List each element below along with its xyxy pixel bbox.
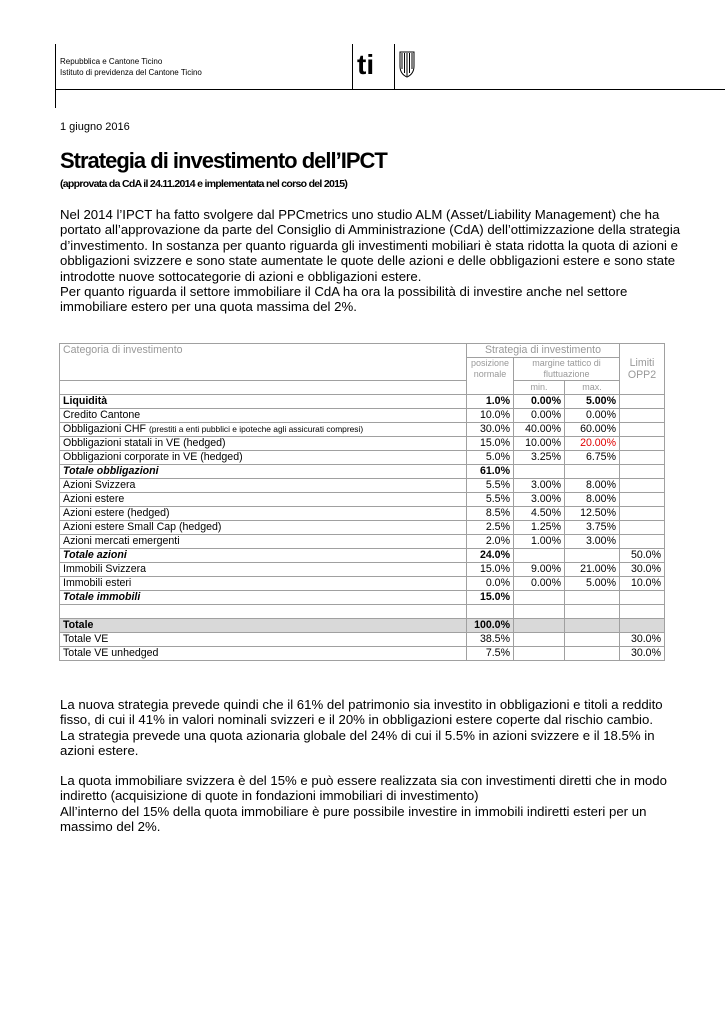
document-subtitle: (approvata da CdA il 24.11.2014 e implementata nel corso del 2015) — [60, 178, 348, 190]
row-pos: 2.5% — [467, 521, 514, 535]
row-max: 8.00% — [565, 493, 620, 507]
header-limits: Limiti OPP2 — [620, 344, 665, 395]
row-min: 10.00% — [514, 437, 565, 451]
row-lim: 50.0% — [620, 549, 665, 563]
row-min: 4.50% — [514, 507, 565, 521]
row-category — [60, 605, 467, 619]
row-min: 9.00% — [514, 563, 565, 577]
table-row — [60, 633, 665, 647]
table-row — [60, 647, 665, 661]
row-max — [565, 549, 620, 563]
allocation-table — [59, 343, 665, 661]
row-lim — [620, 409, 665, 423]
row-category: Azioni estere Small Cap (hedged) — [60, 521, 467, 535]
header-category: Categoria di investimento — [60, 344, 467, 381]
row-max: 21.00% — [565, 563, 620, 577]
document-title: Strategia di investimento dell’IPCT — [60, 148, 387, 173]
row-pos: 10.0% — [467, 409, 514, 423]
row-min — [514, 633, 565, 647]
table-row — [60, 549, 665, 563]
row-lim: 30.0% — [620, 563, 665, 577]
row-max — [565, 633, 620, 647]
header-position: posizione normale — [467, 358, 514, 395]
row-lim — [620, 605, 665, 619]
table-row — [60, 493, 665, 507]
row-pos: 38.5% — [467, 633, 514, 647]
table-row — [60, 423, 665, 437]
row-min — [514, 549, 565, 563]
row-category: Totale obbligazioni — [60, 465, 467, 479]
row-category: Obbligazioni statali in VE (hedged) — [60, 437, 467, 451]
table-row — [60, 605, 665, 619]
org-line-1: Repubblica e Cantone Ticino — [60, 57, 163, 66]
row-max: 5.00% — [565, 395, 620, 409]
strategy-paragraph: La nuova strategia prevede quindi che il 61% del patrimonio sia investito in obbligazioni e titoli a reddito fisso, di cui il 41% in valori nominali svizzeri e il 20% in obbligazioni estere coperte dal rischio cambio. La strategia prevede una quota azionaria globale del 24% di cui il 5.5% in azioni svizzere e il 18.5% in azioni estere. — [60, 697, 663, 759]
table-row — [60, 535, 665, 549]
row-category: Azioni estere (hedged) — [60, 507, 467, 521]
row-lim — [620, 437, 665, 451]
row-category: Obbligazioni CHF (prestiti a enti pubblici e ipoteche agli assicurati compresi) — [60, 423, 467, 437]
row-pos — [467, 605, 514, 619]
row-min: 3.25% — [514, 451, 565, 465]
row-pos: 5.5% — [467, 479, 514, 493]
row-lim — [620, 395, 665, 409]
row-note: (prestiti a enti pubblici e ipoteche agli assicurati compresi) — [148, 424, 364, 434]
row-min: 1.00% — [514, 535, 565, 549]
row-category: Immobili Svizzera — [60, 563, 467, 577]
row-max: 0.00% — [565, 409, 620, 423]
row-max: 12.50% — [565, 507, 620, 521]
row-pos: 7.5% — [467, 647, 514, 661]
table-row — [60, 451, 665, 465]
row-category: Totale azioni — [60, 549, 467, 563]
table-row — [60, 591, 665, 605]
row-min: 3.00% — [514, 493, 565, 507]
row-lim — [620, 507, 665, 521]
row-category: Totale VE — [60, 633, 467, 647]
row-pos: 100.0% — [467, 619, 514, 633]
row-pos: 15.0% — [467, 591, 514, 605]
row-max: 8.00% — [565, 479, 620, 493]
logo-separator-left — [352, 44, 353, 89]
row-category: Totale — [60, 619, 467, 633]
header-max: max. — [565, 381, 620, 395]
row-category: Credito Cantone — [60, 409, 467, 423]
row-max — [565, 591, 620, 605]
svg-text:ti: ti — [357, 49, 375, 80]
row-min: 3.00% — [514, 479, 565, 493]
logo-separator-right — [394, 44, 395, 89]
row-lim: 30.0% — [620, 633, 665, 647]
row-min — [514, 465, 565, 479]
row-category: Totale VE unhedged — [60, 647, 467, 661]
table-row — [60, 577, 665, 591]
row-pos: 15.0% — [467, 437, 514, 451]
org-header — [60, 56, 202, 78]
row-lim — [620, 535, 665, 549]
row-max — [565, 465, 620, 479]
row-pos: 61.0% — [467, 465, 514, 479]
table-row — [60, 395, 665, 409]
row-lim — [620, 619, 665, 633]
row-max — [565, 647, 620, 661]
row-min — [514, 619, 565, 633]
table-row — [60, 409, 665, 423]
row-lim — [620, 423, 665, 437]
row-max: 3.75% — [565, 521, 620, 535]
row-lim — [620, 493, 665, 507]
row-lim — [620, 591, 665, 605]
row-min — [514, 591, 565, 605]
row-lim — [620, 479, 665, 493]
row-min: 0.00% — [514, 409, 565, 423]
header-strategy: Strategia di investimento — [467, 344, 620, 358]
row-max: 3.00% — [565, 535, 620, 549]
row-min: 40.00% — [514, 423, 565, 437]
row-max: 20.00% — [565, 437, 620, 451]
row-pos: 30.0% — [467, 423, 514, 437]
row-min — [514, 647, 565, 661]
row-pos: 15.0% — [467, 563, 514, 577]
row-min: 0.00% — [514, 395, 565, 409]
real-estate-paragraph: La quota immobiliare svizzera è del 15% e può essere realizzata sia con investimenti diretti che in modo indiretto (acquisizione di quote in fondazioni immobiliari di investimento) All’interno del 15% della quota immobiliare è pure possibile investire in immobili indiretti esteri per un massimo del 2%. — [60, 773, 667, 835]
row-max: 5.00% — [565, 577, 620, 591]
row-pos: 8.5% — [467, 507, 514, 521]
row-pos: 0.0% — [467, 577, 514, 591]
row-min: 0.00% — [514, 577, 565, 591]
document-date: 1 giugno 2016 — [60, 121, 130, 133]
table-row — [60, 507, 665, 521]
header-spacer — [60, 381, 467, 395]
ticino-logo — [352, 44, 420, 88]
intro-paragraph: Nel 2014 l’IPCT ha fatto svolgere dal PPCmetrics uno studio ALM (Asset/Liability Management) che ha portato all’approvazione da parte del Consiglio di Amministrazione (CdA) dell’ottimizzazione della strategia d’investimento. In sostanza per quanto riguarda gli investimenti mobiliari è stata ridotta la quota di azioni e obbligazioni svizzere e sono state aumentate le quote delle azioni e delle obbligazioni estere e sono state introdotte nuove sottocategorie di azioni e obbligazioni estere. Per quanto riguarda il settore immobiliare il CdA ha ora la possibilità di investire anche nel settore immobiliare estero per una quota massima del 2%. — [60, 207, 681, 315]
row-category: Azioni mercati emergenti — [60, 535, 467, 549]
header-margin: margine tattico di fluttuazione — [514, 358, 620, 381]
header-horizontal-rule — [55, 89, 725, 90]
ti-logo-mark — [352, 44, 420, 88]
table-row — [60, 563, 665, 577]
row-max — [565, 619, 620, 633]
row-lim: 30.0% — [620, 647, 665, 661]
table-row — [60, 619, 665, 633]
row-category: Immobili esteri — [60, 577, 467, 591]
row-lim — [620, 521, 665, 535]
table-row — [60, 521, 665, 535]
row-lim — [620, 451, 665, 465]
row-max: 6.75% — [565, 451, 620, 465]
row-pos: 5.5% — [467, 493, 514, 507]
row-pos: 5.0% — [467, 451, 514, 465]
header-vertical-rule — [55, 44, 56, 108]
table-row — [60, 437, 665, 451]
coat-of-arms-icon — [400, 52, 414, 77]
row-min: 1.25% — [514, 521, 565, 535]
row-pos: 2.0% — [467, 535, 514, 549]
row-category: Liquidità — [60, 395, 467, 409]
row-max — [565, 605, 620, 619]
table-row — [60, 479, 665, 493]
row-pos: 1.0% — [467, 395, 514, 409]
row-pos: 24.0% — [467, 549, 514, 563]
row-category: Obbligazioni corporate in VE (hedged) — [60, 451, 467, 465]
row-max: 60.00% — [565, 423, 620, 437]
row-min — [514, 605, 565, 619]
row-category: Totale immobili — [60, 591, 467, 605]
header-min: min. — [514, 381, 565, 395]
row-category: Azioni Svizzera — [60, 479, 467, 493]
row-category: Azioni estere — [60, 493, 467, 507]
row-lim: 10.0% — [620, 577, 665, 591]
org-line-2: Istituto di previdenza del Cantone Ticino — [60, 68, 202, 77]
row-lim — [620, 465, 665, 479]
table-row — [60, 465, 665, 479]
